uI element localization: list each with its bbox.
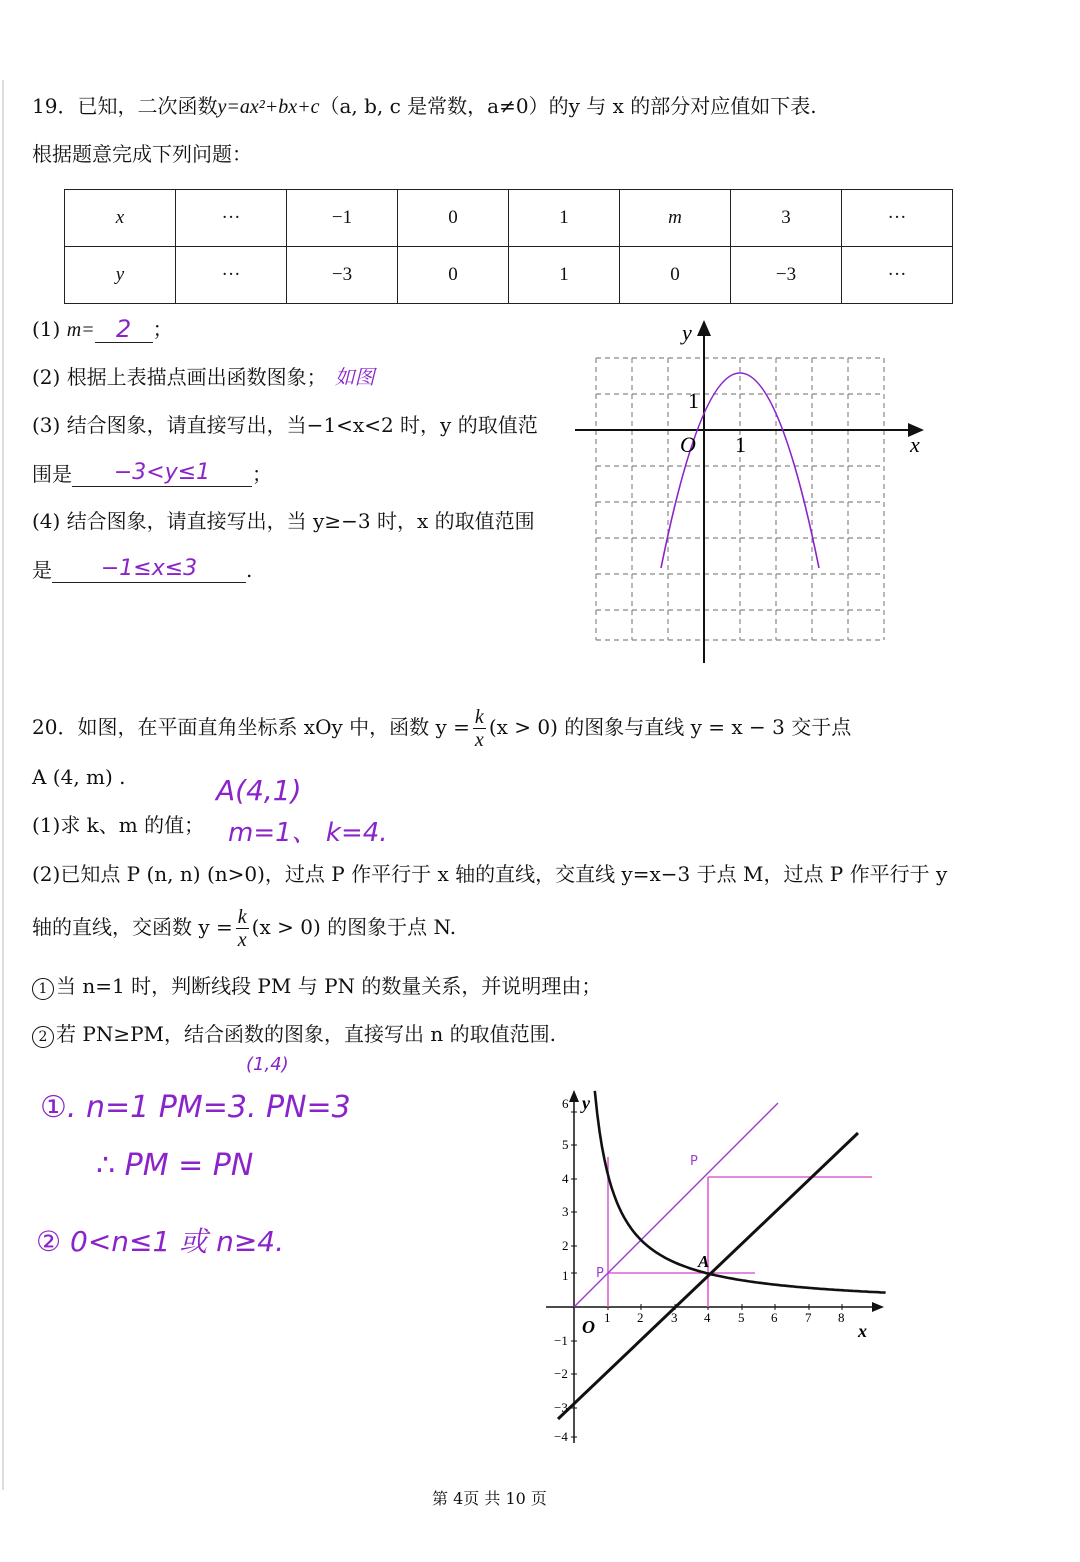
answer-solution-1a: ①. n=1 PM=3. PN=3	[40, 1090, 351, 1125]
fraction-k-over-x-2: $\frac{k}{x}$	[237, 906, 247, 951]
table-cell: ···	[842, 190, 953, 247]
circled-number-1: 1	[32, 978, 54, 1000]
x-tick-label: 5	[738, 1310, 745, 1325]
graph-origin: O	[582, 1317, 595, 1337]
q19-part3-b: 围是 −3<y≤1 ；	[32, 460, 272, 486]
y-tick-label: 1	[562, 1268, 569, 1283]
q19-part3-a: (3) 结合图象，请直接写出，当−1<x<2 时，y 的取值范	[32, 413, 538, 437]
table-cell: −3	[731, 247, 842, 304]
x-tick-label: 8	[838, 1310, 845, 1325]
q20-sub2: 2 若 PN≥PM，结合函数的图象，直接写出 n 的取值范围.	[32, 1021, 556, 1048]
y-axis-arrow	[697, 320, 711, 336]
graph-tick-y: 1	[688, 388, 699, 413]
x-axis-arrow	[872, 1302, 884, 1312]
q19-part4-a: (4) 结合图象，请直接写出，当 y≥−3 时，x 的取值范围	[32, 509, 535, 533]
x-tick-label: 2	[637, 1310, 644, 1325]
graph-y-label: y	[582, 1093, 590, 1113]
x-tick-label: 7	[805, 1310, 812, 1325]
y-tick-label: 4	[562, 1171, 569, 1186]
x-tick-label: 3	[671, 1310, 678, 1325]
answer-graph-note: 如图	[334, 365, 375, 389]
graph-x-label: x	[858, 1321, 867, 1341]
graph-origin: O	[680, 432, 696, 457]
dashed-grid	[596, 358, 884, 640]
graph-tick-x: 1	[735, 432, 746, 457]
q20-sub1: 1 当 n=1 时，判断线段 PM 与 PN 的数量关系，并说明理由；	[32, 973, 601, 1000]
q20-part2-b: 轴的直线，交函数 y = $\frac{k}{x}$ (x > 0) 的图象于点 N.	[32, 906, 457, 951]
table-cell: 1	[509, 247, 620, 304]
table-cell: m	[620, 190, 731, 247]
y-tick-label: −3	[554, 1400, 568, 1415]
page-edge	[2, 80, 4, 1490]
parabola-graph	[570, 318, 930, 668]
table-cell: x	[65, 190, 176, 247]
table-cell: y	[65, 247, 176, 304]
y-tick-label: −1	[554, 1333, 568, 1348]
graph-x-label: x	[910, 432, 920, 457]
y-tick-label: 5	[562, 1137, 569, 1152]
y-tick-label: 6	[562, 1096, 569, 1111]
table-cell: 0	[398, 247, 509, 304]
y-tick-label: −4	[554, 1429, 568, 1444]
q19-part2: (2) 根据上表描点画出函数图象； 如图	[32, 365, 375, 389]
value-table	[64, 189, 953, 304]
line-y-equals-x	[574, 1103, 778, 1307]
y-tick-label: −2	[554, 1366, 568, 1381]
y-axis-arrow	[569, 1090, 579, 1102]
answer-m: 2	[95, 316, 153, 343]
table-cell: 0	[620, 247, 731, 304]
construction-lines	[608, 1157, 872, 1307]
q20-part2-a: (2)已知点 P (n, n) (n>0)，过点 P 作平行于 x 轴的直线，交直线 y=x−3 于点 M，过点 P 作平行于 y	[32, 862, 948, 886]
x-tick-label: 6	[771, 1310, 778, 1325]
table-row-y	[65, 247, 953, 304]
table-cell: 1	[509, 190, 620, 247]
table-cell: 0	[398, 190, 509, 247]
fraction-k-over-x: $\frac{k}{x}$	[474, 706, 484, 751]
table-cell: −3	[287, 247, 398, 304]
q20-point-a: A (4, m) .	[32, 765, 126, 789]
x-tick-label: 4	[704, 1310, 711, 1325]
answer-x-range: −1≤x≤3	[52, 556, 246, 583]
answer-solution-1b: ∴ PM = PN	[96, 1148, 254, 1183]
answer-a-point: A(4,1)	[216, 774, 302, 807]
page-footer: 第 4页 共 10 页	[432, 1489, 547, 1508]
q20-part1: (1)求 k、m 的值；	[32, 813, 205, 837]
point-a-label: A	[698, 1252, 710, 1271]
circled-number-2: 2	[32, 1026, 54, 1048]
y-tick-label: 3	[562, 1204, 569, 1219]
q19-part4-b: 是 −1≤x≤3 .	[32, 556, 253, 582]
table-row-x	[65, 190, 953, 247]
table-cell: −1	[287, 190, 398, 247]
answer-coord-note: (1,4)	[246, 1054, 289, 1075]
x-tick-label: 1	[604, 1310, 611, 1325]
q19-statement: 19．已知，二次函数y=ax²+bx+c（a, b, c 是常数，a≠0）的y 与 x 的部分对应值如下表.	[32, 94, 817, 118]
answer-mk: m=1、 k=4.	[228, 818, 388, 848]
table-cell: ···	[176, 190, 287, 247]
table-cell: ···	[842, 247, 953, 304]
table-cell: 3	[731, 190, 842, 247]
answer-solution-2: ② 0<n≤1 或 n≥4.	[36, 1225, 285, 1258]
hyperbola-line-graph	[540, 1085, 890, 1450]
hw-point-p-lower: P	[596, 1266, 604, 1281]
table-cell: ···	[176, 247, 287, 304]
q20-statement: 20．如图，在平面直角坐标系 xOy 中，函数 y = $\frac{k}{x}$ (x > 0) 的图象与直线 y = x − 3 交于点	[32, 706, 852, 751]
hw-point-p-upper: P	[690, 1154, 698, 1169]
q19-part1: (1) m= 2 ；	[32, 315, 173, 343]
graph-y-label: y	[682, 320, 692, 345]
q19-instruction: 根据题意完成下列问题：	[32, 142, 252, 166]
answer-y-range: −3<y≤1	[72, 460, 252, 487]
hyperbola-curve	[595, 1091, 886, 1293]
y-tick-label: 2	[562, 1238, 569, 1253]
